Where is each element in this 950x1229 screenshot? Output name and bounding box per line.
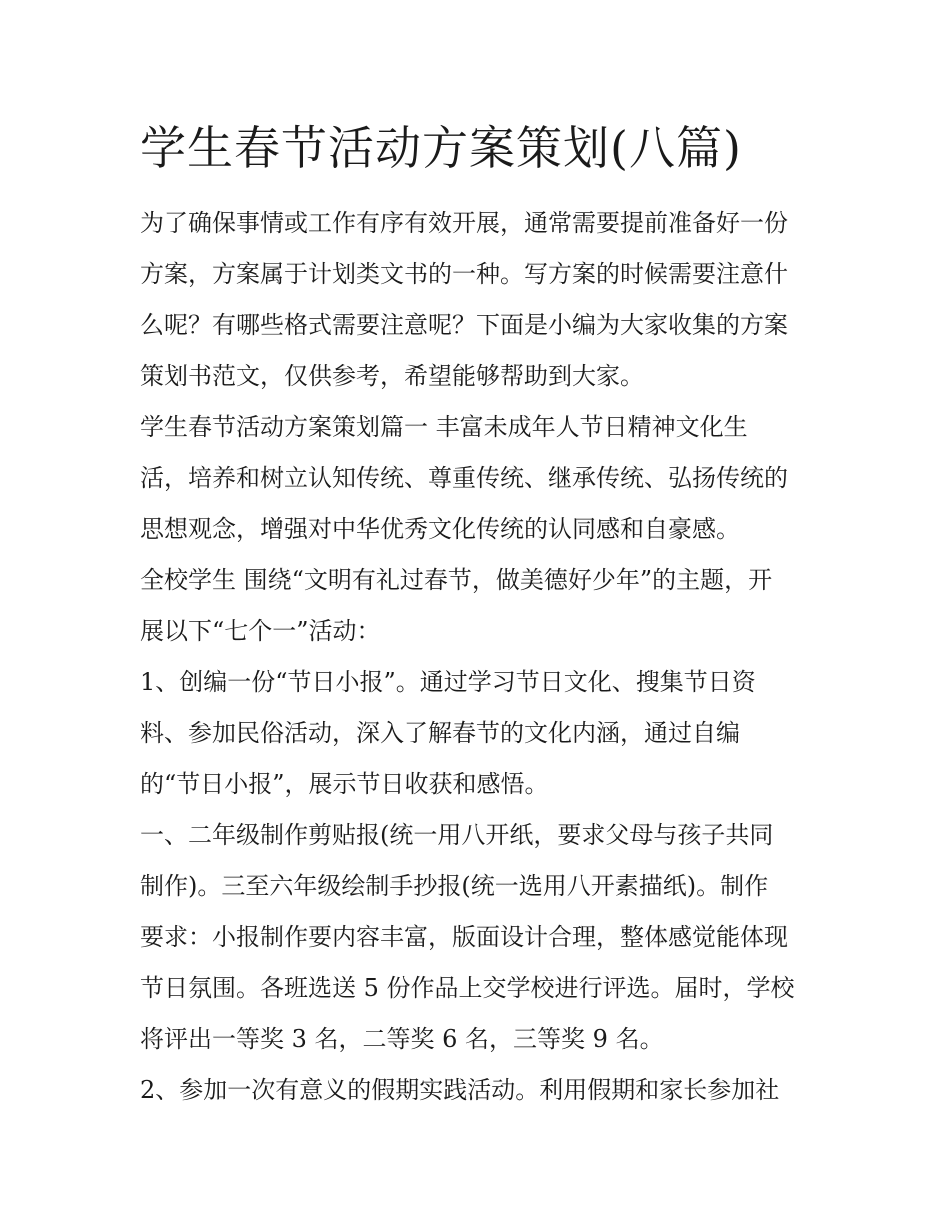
text-line: 要求：小报制作要内容丰富，版面设计合理，整体感觉能体现 bbox=[140, 923, 788, 951]
text-line: 1、创编一份“节日小报”。通过学习节日文化、搜集节日资 bbox=[140, 668, 756, 696]
page-title: 学生春节活动方案策划(八篇) bbox=[140, 121, 742, 175]
text-line: 策划书范文，仅供参考，希望能够帮助到大家。 bbox=[140, 362, 644, 390]
text-line: 为了确保事情或工作有序有效开展，通常需要提前准备好一份 bbox=[140, 209, 788, 237]
text-line: 学生春节活动方案策划篇一 丰富未成年人节日精神文化生 bbox=[140, 413, 748, 441]
text-line: 2、参加一次有意义的假期实践活动。利用假期和家长参加社 bbox=[140, 1076, 780, 1104]
text-line: 节日氛围。各班选送 5 份作品上交学校进行评选。届时，学校 bbox=[140, 974, 795, 1002]
text-line: 全校学生 围绕“文明有礼过春节，做美德好少年”的主题，开 bbox=[140, 566, 773, 594]
text-line: 么呢？有哪些格式需要注意呢？下面是小编为大家收集的方案 bbox=[140, 311, 788, 339]
text-line: 料、参加民俗活动，深入了解春节的文化内涵，通过自编 bbox=[140, 719, 740, 747]
text-line: 思想观念，增强对中华优秀文化传统的认同感和自豪感。 bbox=[140, 515, 740, 543]
text-line: 展以下“七个一”活动： bbox=[140, 617, 381, 645]
text-line: 将评出一等奖 3 名，二等奖 6 名，三等奖 9 名。 bbox=[140, 1025, 664, 1053]
text-line: 的“节日小报”，展示节日收获和感悟。 bbox=[140, 770, 549, 798]
text-line: 制作)。三至六年级绘制手抄报(统一选用八开素描纸)。制作 bbox=[140, 872, 769, 900]
text-line: 方案，方案属于计划类文书的一种。写方案的时候需要注意什 bbox=[140, 260, 788, 288]
text-line: 活，培养和树立认知传统、尊重传统、继承传统、弘扬传统的 bbox=[140, 464, 788, 492]
text-line: 一、二年级制作剪贴报(统一用八开纸，要求父母与孩子共同 bbox=[140, 821, 774, 849]
